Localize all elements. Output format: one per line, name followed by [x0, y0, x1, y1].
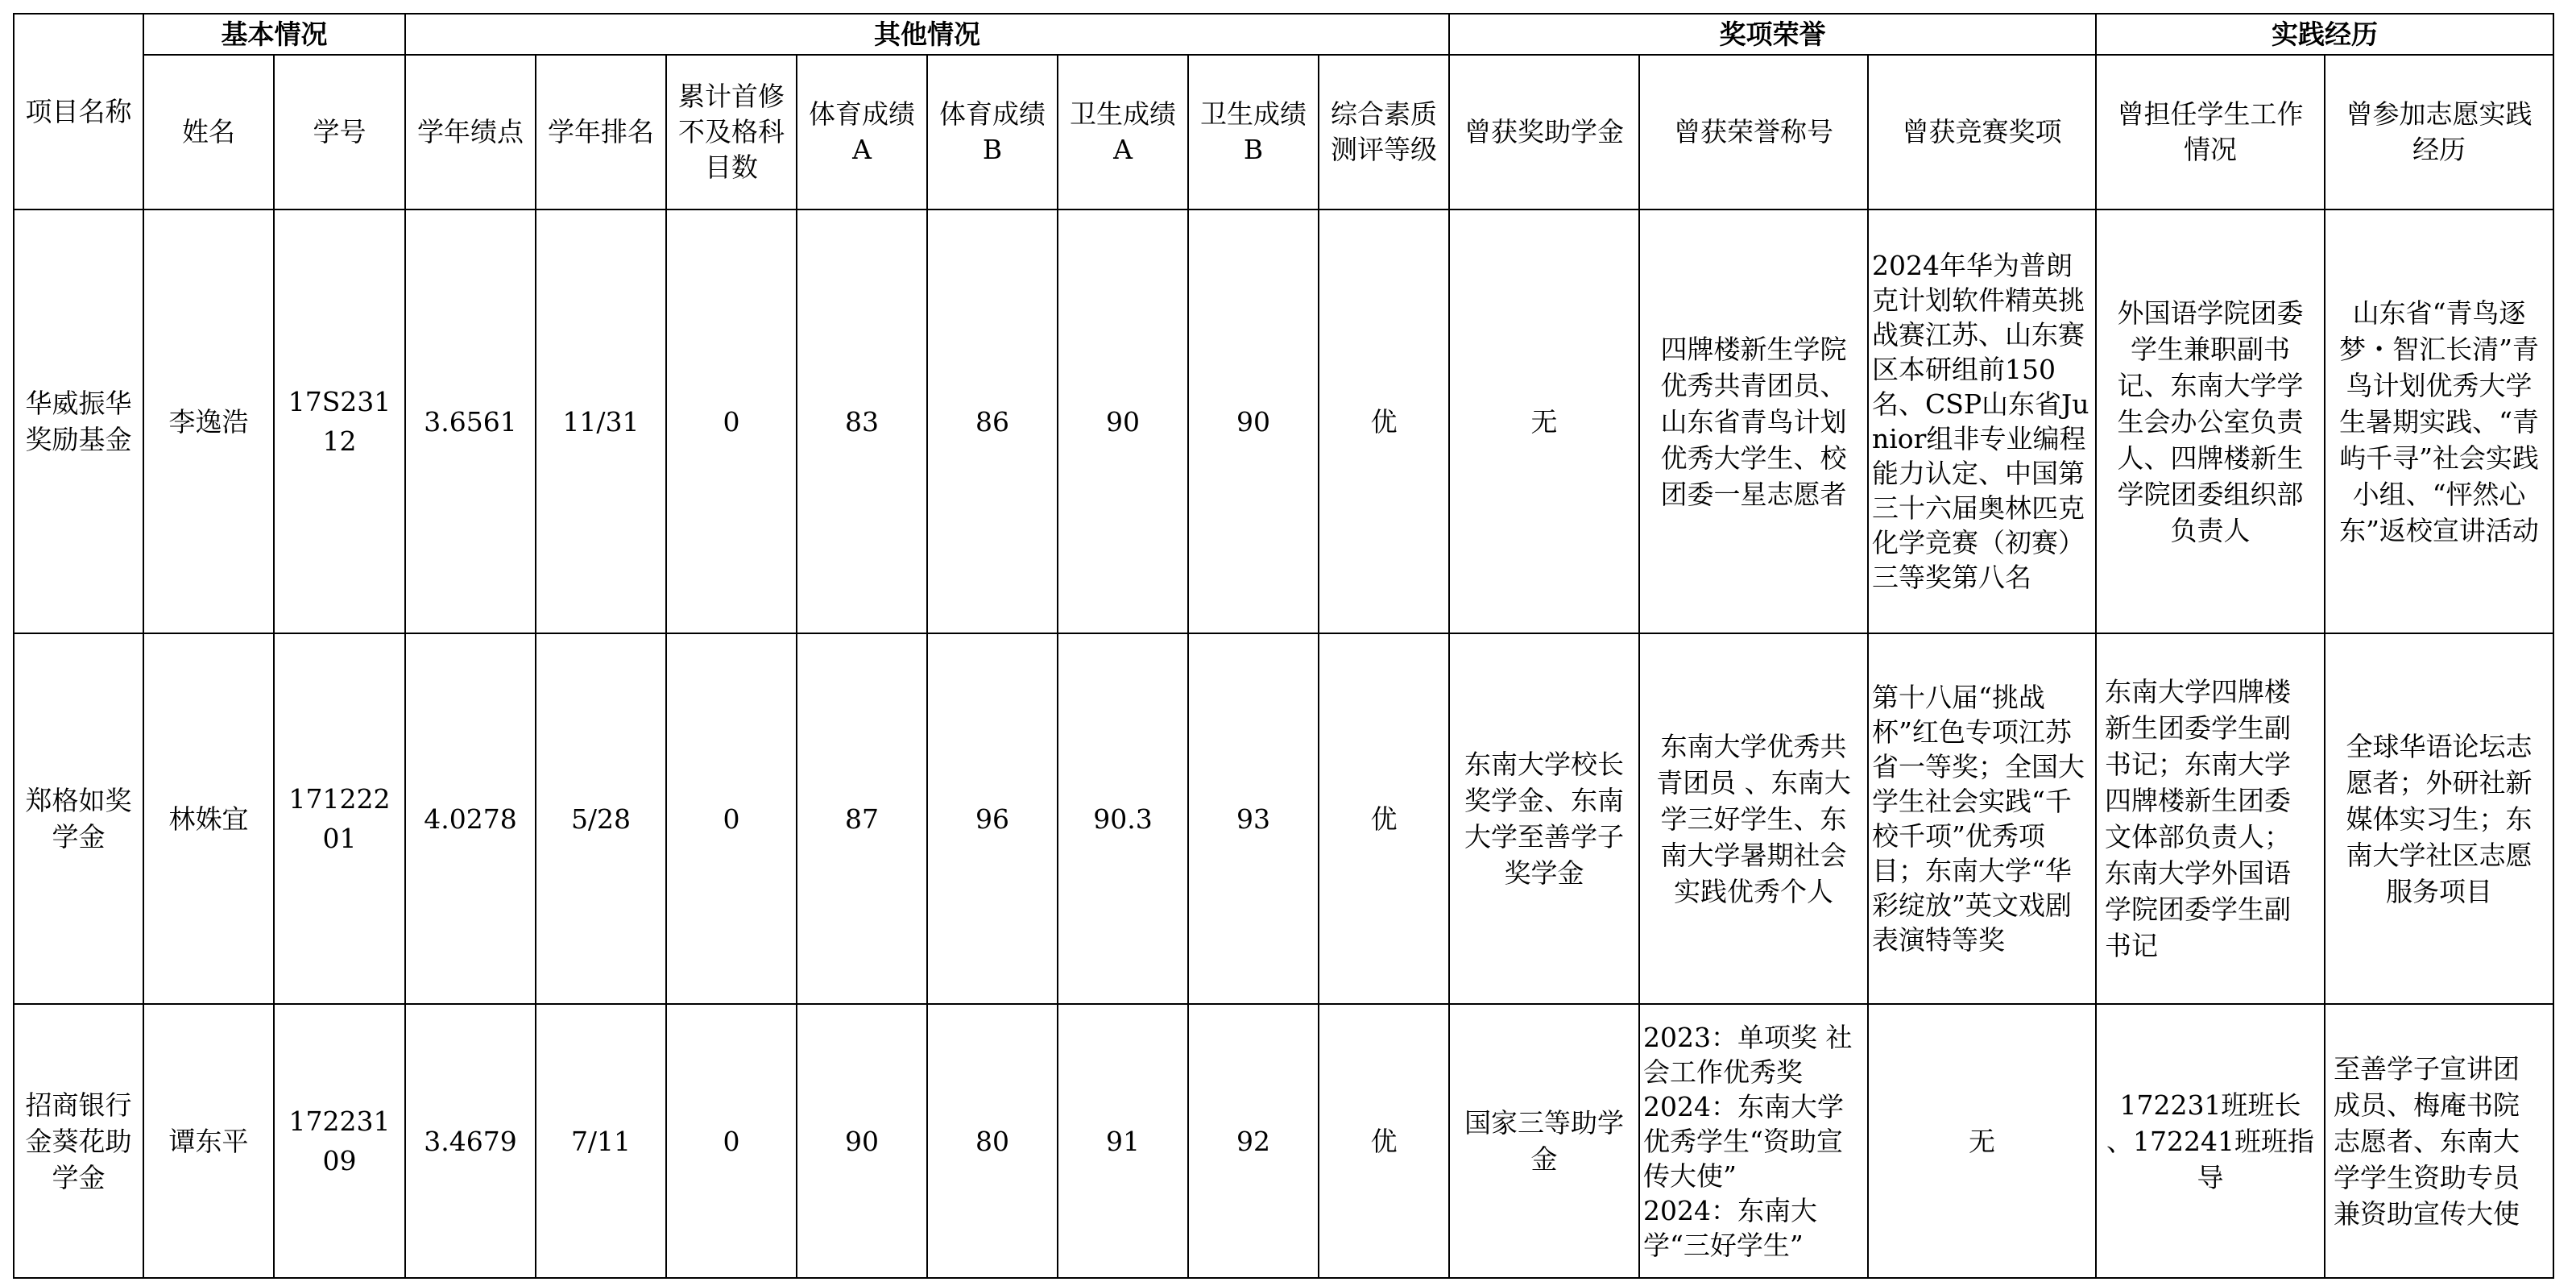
- group-header-row: [14, 14, 2553, 55]
- cell-name: 林姝宜: [143, 633, 274, 1004]
- cell-competitions: 第十八届“挑战杯”红色专项江苏省一等奖；全国大学生社会实践“千校千项”优秀项目；东南大学“华彩绽放”英文戏剧表演特等奖: [1868, 633, 2096, 1004]
- group-header-other: 其他情况: [405, 14, 1449, 55]
- cell-hygiene-a: 91: [1058, 1004, 1188, 1278]
- cell-student-id: 17122201: [274, 633, 405, 1004]
- cell-student-work: 东南大学四牌楼新生团委学生副书记；东南大学四牌楼新生团委文体部负责人；东南大学外国语学院团委学生副书记: [2096, 633, 2325, 1004]
- col-header-student-id: 学号: [274, 55, 405, 209]
- col-header-scholarships: 曾获奖助学金: [1449, 55, 1639, 209]
- col-header-failed: 累计首修不及格科目数: [666, 55, 797, 209]
- cell-quality: 优: [1319, 1004, 1449, 1278]
- cell-scholarships: 东南大学校长奖学金、东南大学至善学子奖学金: [1449, 633, 1639, 1004]
- group-header-honors: 奖项荣誉: [1449, 14, 2096, 55]
- cell-hygiene-a: 90: [1058, 209, 1188, 633]
- cell-hygiene-a: 90.3: [1058, 633, 1188, 1004]
- cell-pe-b: 80: [927, 1004, 1058, 1278]
- cell-student-id: 17223109: [274, 1004, 405, 1278]
- table-row: [14, 633, 2553, 1004]
- cell-name: 李逸浩: [143, 209, 274, 633]
- cell-volunteer: 至善学子宣讲团成员、梅庵书院志愿者、东南大学学生资助专员兼资助宣传大使: [2325, 1004, 2553, 1278]
- cell-competitions: 无: [1868, 1004, 2096, 1278]
- cell-pe-b: 86: [927, 209, 1058, 633]
- col-header-hygiene-a: 卫生成绩A: [1058, 55, 1188, 209]
- col-header-competitions: 曾获竞赛奖项: [1868, 55, 2096, 209]
- cell-rank: 7/11: [536, 1004, 666, 1278]
- cell-titles: 东南大学优秀共青团员 、东南大学三好学生、东南大学暑期社会实践优秀个人: [1639, 633, 1868, 1004]
- cell-pe-a: 87: [797, 633, 927, 1004]
- col-header-pe-b: 体育成绩B: [927, 55, 1058, 209]
- cell-pe-b: 96: [927, 633, 1058, 1004]
- column-header-row: [14, 55, 2553, 209]
- group-header-basic: 基本情况: [143, 14, 405, 55]
- col-header-pe-a: 体育成绩A: [797, 55, 927, 209]
- cell-scholarships: 无: [1449, 209, 1639, 633]
- cell-pe-a: 83: [797, 209, 927, 633]
- cell-rank: 11/31: [536, 209, 666, 633]
- cell-project: 招商银行金葵花助学金: [14, 1004, 143, 1278]
- table-row: [14, 209, 2553, 633]
- cell-pe-a: 90: [797, 1004, 927, 1278]
- cell-hygiene-b: 93: [1188, 633, 1319, 1004]
- cell-student-id: 17S23112: [274, 209, 405, 633]
- cell-competitions: 2024年华为普朗克计划软件精英挑战赛江苏、山东赛区本研组前150名、CSP山东省Junior组非专业编程能力认定、中国第三十六届奥林匹克化学竞赛（初赛）三等奖第八名: [1868, 209, 2096, 633]
- cell-project: 郑格如奖学金: [14, 633, 143, 1004]
- col-header-name: 姓名: [143, 55, 274, 209]
- cell-volunteer: 全球华语论坛志愿者；外研社新媒体实习生；东南大学社区志愿服务项目: [2325, 633, 2553, 1004]
- cell-failed: 0: [666, 1004, 797, 1278]
- cell-quality: 优: [1319, 633, 1449, 1004]
- group-header-practice: 实践经历: [2096, 14, 2553, 55]
- cell-failed: 0: [666, 633, 797, 1004]
- col-header-gpa: 学年绩点: [405, 55, 536, 209]
- cell-failed: 0: [666, 209, 797, 633]
- scholarship-candidates-table: [13, 13, 2554, 1279]
- cell-gpa: 3.6561: [405, 209, 536, 633]
- col-header-rank: 学年排名: [536, 55, 666, 209]
- cell-titles: 2023：单项奖 社会工作优秀奖 2024：东南大学优秀学生“资助宣传大使” 2024：东南大学“三好学生”: [1639, 1004, 1868, 1278]
- cell-hygiene-b: 92: [1188, 1004, 1319, 1278]
- cell-gpa: 4.0278: [405, 633, 536, 1004]
- col-header-hygiene-b: 卫生成绩B: [1188, 55, 1319, 209]
- cell-quality: 优: [1319, 209, 1449, 633]
- table-row: [14, 1004, 2553, 1278]
- cell-project: 华威振华奖励基金: [14, 209, 143, 633]
- cell-scholarships: 国家三等助学金: [1449, 1004, 1639, 1278]
- col-header-project: 项目名称: [14, 14, 143, 209]
- cell-student-work: 外国语学院团委学生兼职副书记、东南大学学生会办公室负责人、四牌楼新生学院团委组织部负责人: [2096, 209, 2325, 633]
- col-header-volunteer: 曾参加志愿实践经历: [2325, 55, 2553, 209]
- cell-rank: 5/28: [536, 633, 666, 1004]
- cell-name: 谭东平: [143, 1004, 274, 1278]
- cell-gpa: 3.4679: [405, 1004, 536, 1278]
- col-header-quality: 综合素质测评等级: [1319, 55, 1449, 209]
- col-header-titles: 曾获荣誉称号: [1639, 55, 1868, 209]
- cell-volunteer: 山东省“青鸟逐梦・智汇长清”青鸟计划优秀大学生暑期实践、“青屿千寻”社会实践小组、“怦然心东”返校宣讲活动: [2325, 209, 2553, 633]
- col-header-student-work: 曾担任学生工作情况: [2096, 55, 2325, 209]
- cell-titles: 四牌楼新生学院优秀共青团员、山东省青鸟计划优秀大学生、校团委一星志愿者: [1639, 209, 1868, 633]
- cell-student-work: 172231班班长 、172241班班指导: [2096, 1004, 2325, 1278]
- cell-hygiene-b: 90: [1188, 209, 1319, 633]
